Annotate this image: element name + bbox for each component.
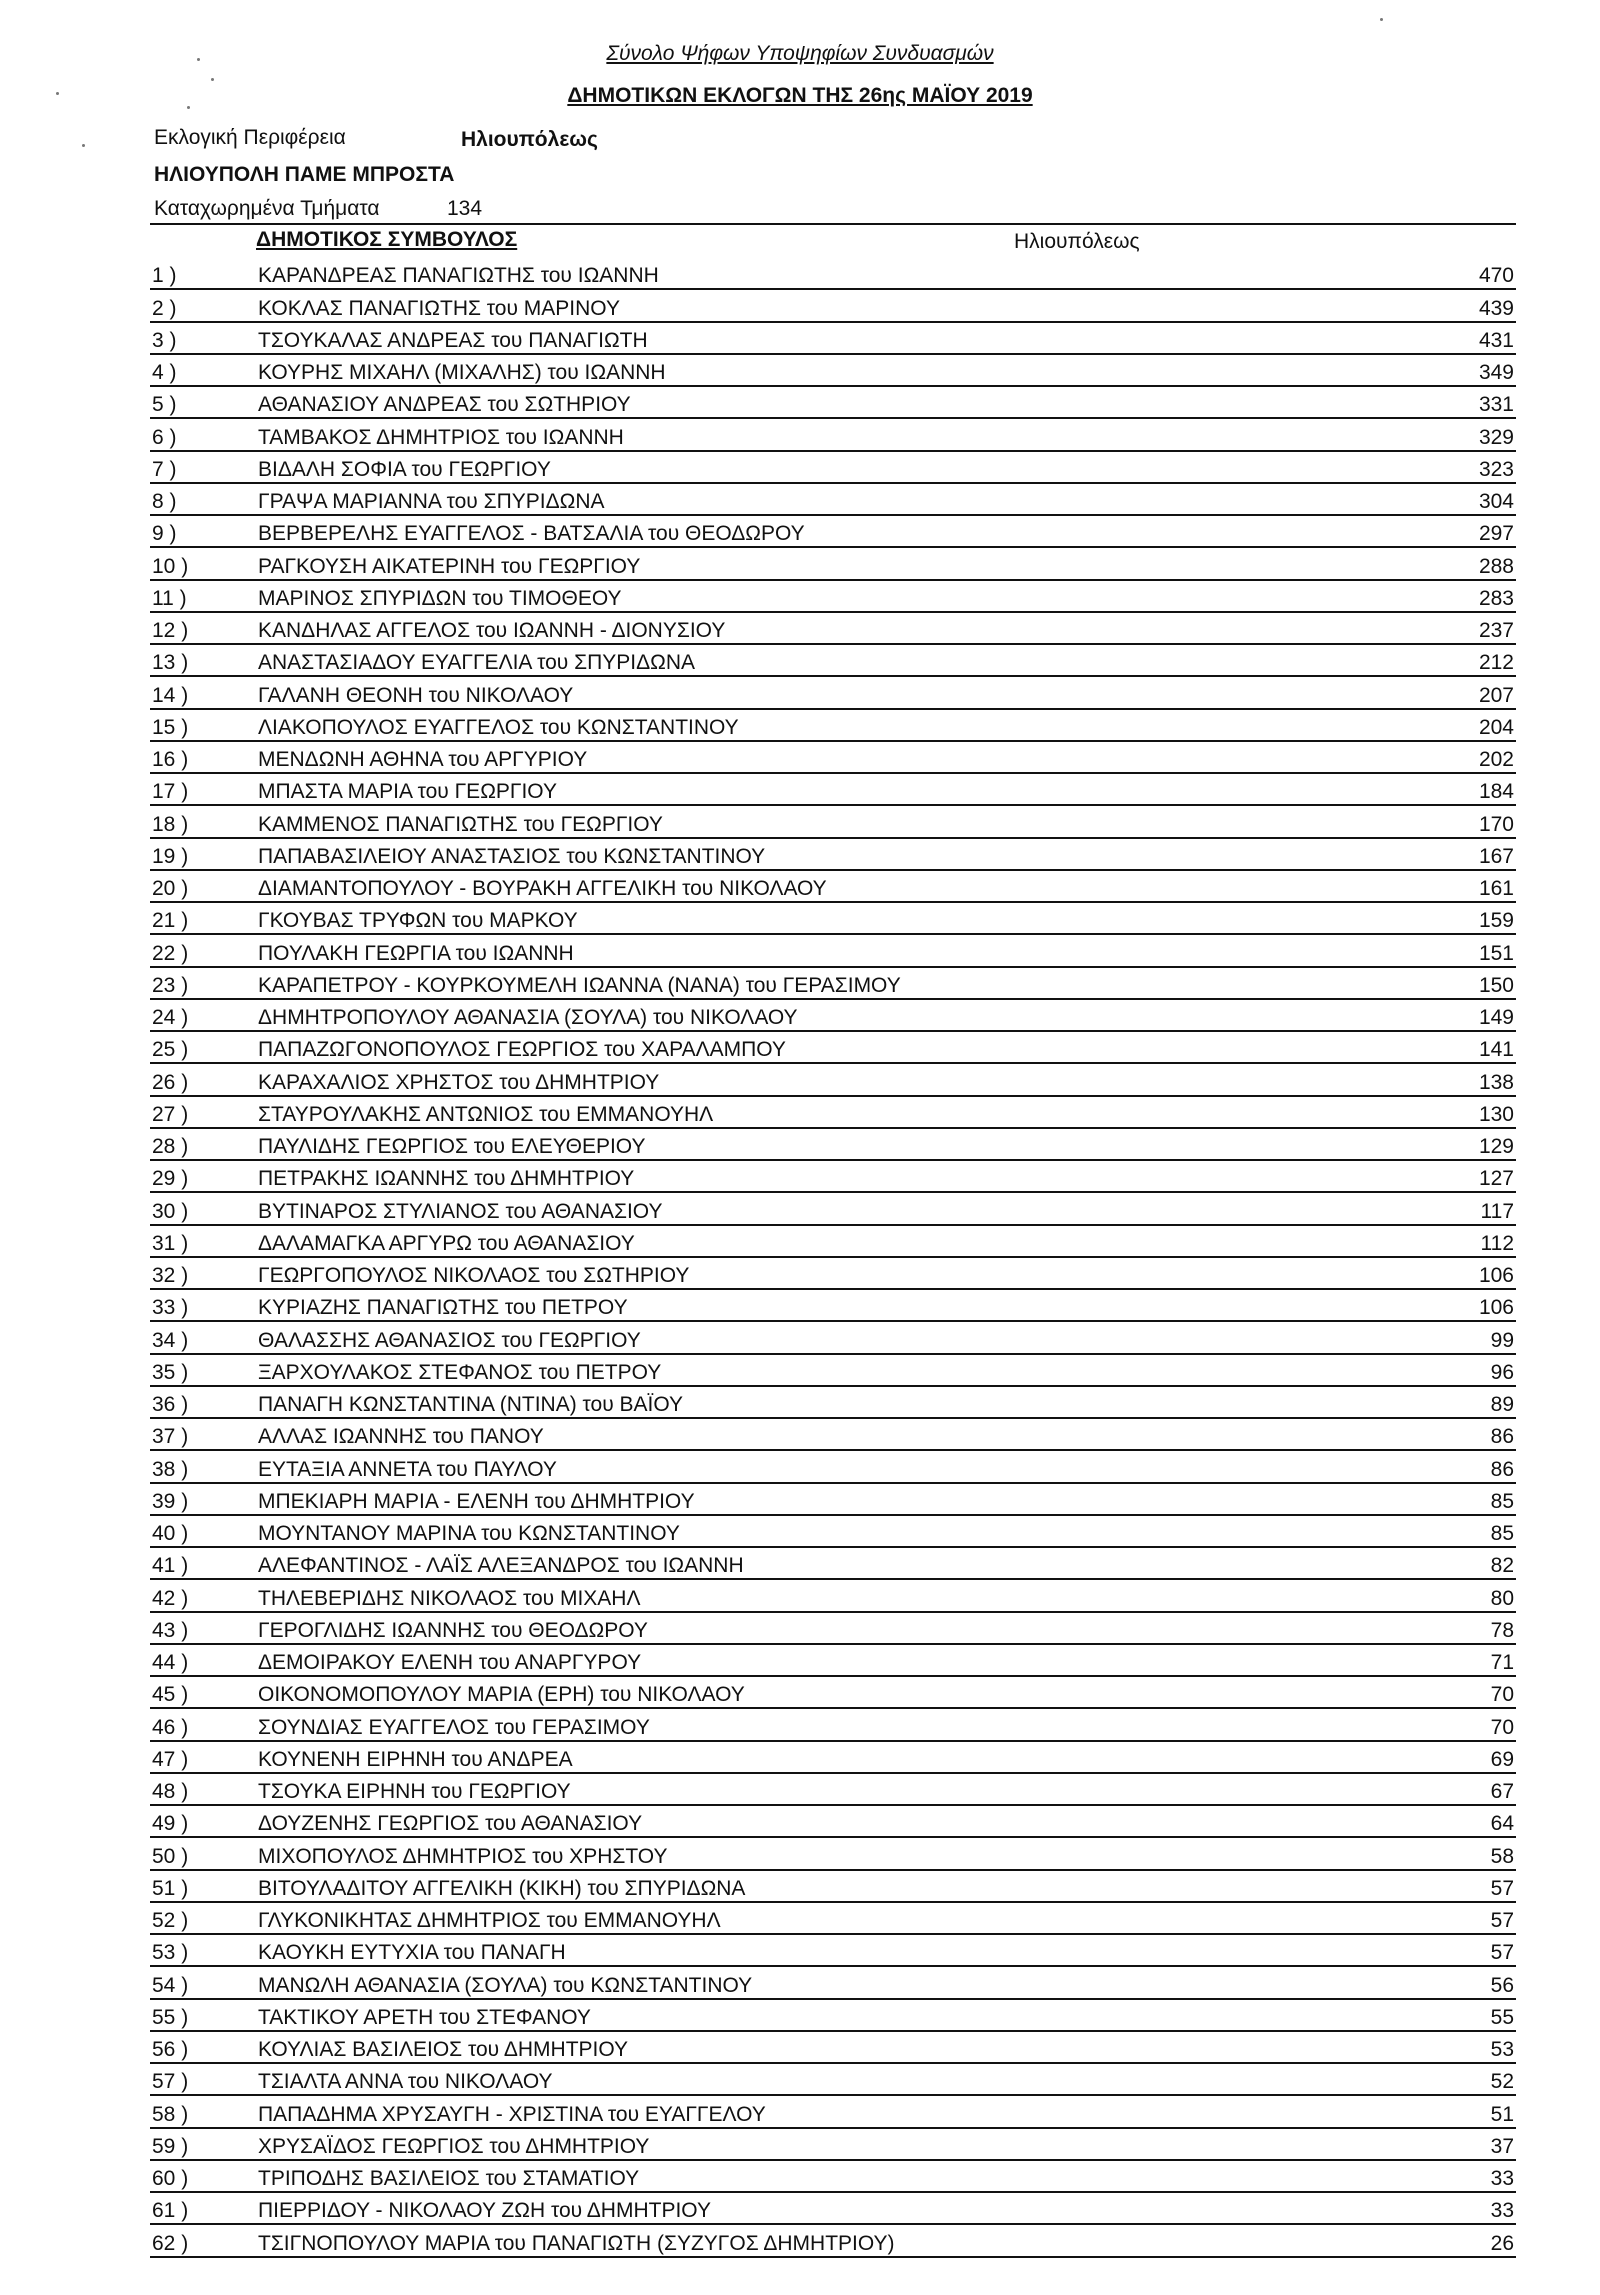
table-row [150, 387, 1516, 419]
vote-count: 439 [1478, 296, 1514, 320]
candidate-name: ΓΕΩΡΓΟΠΟΥΛΟΣ ΝΙΚΟΛΑΟΣ του ΣΩΤΗΡΙΟΥ [258, 1264, 690, 1287]
vote-count: 167 [1478, 844, 1514, 868]
region-label: Εκλογική Περιφέρεια [154, 126, 346, 149]
scan-speck [1380, 18, 1383, 21]
vote-count: 106 [1478, 1264, 1514, 1287]
table-row [150, 2000, 1516, 2032]
vote-count: 67 [1490, 1780, 1514, 1803]
candidate-name: ΓΑΛΑΝΗ ΘΕΟΝΗ του ΝΙΚΟΛΑΟΥ [258, 683, 574, 707]
candidate-name: ΒΕΡΒΕΡΕΛΗΣ ΕΥΑΓΓΕΛΟΣ - ΒΑΤΣΑΛΙΑ του ΘΕΟΔΩΡΟΥ [258, 522, 805, 546]
vote-count: 129 [1478, 1135, 1514, 1158]
row-number: 16 ) [152, 748, 189, 771]
candidate-name: ΔΕΜΟΙΡΑΚΟΥ ΕΛΕΝΗ του ΑΝΑΡΓΥΡΟΥ [258, 1651, 642, 1674]
vote-count: 33 [1490, 2199, 1514, 2223]
table-row [150, 1548, 1516, 1580]
column-header-area: Ηλιουπόλεως [1014, 230, 1140, 253]
row-number: 51 ) [152, 1876, 189, 1900]
table-row [150, 1871, 1516, 1903]
vote-count: 57 [1490, 1909, 1514, 1932]
table-row [150, 290, 1516, 322]
table-row [150, 774, 1516, 806]
vote-count: 212 [1478, 651, 1514, 675]
table-row [150, 871, 1516, 903]
table-row [150, 516, 1516, 548]
scan-speck [211, 78, 214, 81]
row-number: 28 ) [152, 1135, 189, 1158]
vote-count: 53 [1490, 2038, 1514, 2061]
results-table [150, 258, 1516, 2258]
row-number: 49 ) [152, 1812, 189, 1836]
table-row [150, 2161, 1516, 2193]
candidate-name: ΔΑΛΑΜΑΓΚΑ ΑΡΓΥΡΩ του ΑΘΑΝΑΣΙΟΥ [258, 1231, 635, 1255]
row-number: 27 ) [152, 1102, 189, 1126]
candidate-name: ΤΑΜΒΑΚΟΣ ΔΗΜΗΤΡΙΟΣ του ΙΩΑΝΝΗ [258, 425, 624, 449]
candidate-name: ΔΙΑΜΑΝΤΟΠΟΥΛΟΥ - ΒΟΥΡΑΚΗ ΑΓΓΕΛΙΚΗ του ΝΙΚΟΛΑΟΥ [258, 877, 827, 900]
row-number: 31 ) [152, 1231, 189, 1255]
candidate-name: ΤΣΙΑΛΤΑ ΑΝΝΑ του ΝΙΚΟΛΑΟΥ [258, 2070, 553, 2094]
table-row [150, 2225, 1516, 2257]
vote-count: 323 [1478, 457, 1514, 481]
row-number: 25 ) [152, 1038, 189, 1062]
candidate-name: ΚΑΟΥΚΗ ΕΥΤΥΧΙΑ του ΠΑΝΑΓΗ [258, 1941, 566, 1965]
row-number: 40 ) [152, 1522, 189, 1545]
vote-count: 96 [1490, 1360, 1514, 1384]
row-number: 61 ) [152, 2199, 189, 2223]
vote-count: 37 [1490, 2134, 1514, 2158]
table-row [150, 903, 1516, 935]
sections-value: 134 [447, 197, 483, 220]
vote-count: 99 [1490, 1328, 1514, 1352]
vote-count: 78 [1490, 1618, 1514, 1642]
row-number: 26 ) [152, 1070, 189, 1094]
candidate-name: ΒΙΤΟΥΛΑΔΙΤΟΥ ΑΓΓΕΛΙΚΗ (ΚΙΚΗ) του ΣΠΥΡΙΔΩΝΑ [258, 1876, 746, 1900]
candidate-name: ΠΑΥΛΙΔΗΣ ΓΕΩΡΓΙΟΣ του ΕΛΕΥΘΕΡΙΟΥ [258, 1135, 646, 1158]
row-number: 56 ) [152, 2038, 189, 2061]
row-number: 8 ) [152, 490, 177, 513]
vote-count: 138 [1478, 1070, 1514, 1094]
vote-count: 283 [1478, 586, 1514, 610]
candidate-name: ΓΕΡΟΓΛΙΔΗΣ ΙΩΑΝΝΗΣ του ΘΕΟΔΩΡΟΥ [258, 1618, 648, 1642]
row-number: 24 ) [152, 1006, 189, 1029]
table-row [150, 1387, 1516, 1419]
row-number: 14 ) [152, 683, 189, 707]
row-number: 36 ) [152, 1393, 189, 1416]
vote-count: 237 [1478, 619, 1514, 642]
row-number: 41 ) [152, 1554, 189, 1578]
row-number: 53 ) [152, 1941, 189, 1965]
vote-count: 431 [1478, 328, 1514, 352]
table-row [150, 1064, 1516, 1096]
table-row [150, 1258, 1516, 1290]
table-row [150, 2032, 1516, 2064]
row-number: 20 ) [152, 877, 189, 900]
vote-count: 130 [1478, 1102, 1514, 1126]
candidate-name: ΡΑΓΚΟΥΣΗ ΑΙΚΑΤΕΡΙΝΗ του ΓΕΩΡΓΙΟΥ [258, 554, 641, 578]
table-row [150, 355, 1516, 387]
vote-count: 80 [1490, 1586, 1514, 1610]
vote-count: 89 [1490, 1393, 1514, 1416]
table-row [150, 1226, 1516, 1258]
vote-count: 304 [1478, 490, 1514, 513]
row-number: 21 ) [152, 909, 189, 933]
candidate-name: ΜΑΡΙΝΟΣ ΣΠΥΡΙΔΩΝ του ΤΙΜΟΘΕΟΥ [258, 586, 622, 610]
candidate-name: ΜΠΕΚΙΑΡΗ ΜΑΡΙΑ - ΕΛΕΝΗ του ΔΗΜΗΤΡΙΟΥ [258, 1489, 695, 1513]
row-number: 15 ) [152, 715, 189, 739]
vote-count: 85 [1490, 1522, 1514, 1545]
row-number: 52 ) [152, 1909, 189, 1932]
table-row [150, 1806, 1516, 1838]
table-row [150, 1709, 1516, 1741]
candidate-name: ΠΑΠΑΔΗΜΑ ΧΡΥΣΑΥΓΗ - ΧΡΙΣΤΙΝΑ του ΕΥΑΓΓΕΛΟΥ [258, 2102, 766, 2126]
vote-count: 470 [1478, 264, 1514, 288]
vote-count: 106 [1478, 1296, 1514, 1320]
candidate-name: ΒΥΤΙΝΑΡΟΣ ΣΤΥΛΙΑΝΟΣ του ΑΘΑΝΑΣΙΟΥ [258, 1199, 663, 1223]
table-row [150, 2193, 1516, 2225]
table-row [150, 1322, 1516, 1354]
table-row [150, 1613, 1516, 1645]
candidate-name: ΤΣΟΥΚΑΛΑΣ ΑΝΔΡΕΑΣ του ΠΑΝΑΓΙΩΤΗ [258, 328, 648, 352]
candidate-name: ΜΑΝΩΛΗ ΑΘΑΝΑΣΙΑ (ΣΟΥΛΑ) του ΚΩΝΣΤΑΝΤΙΝΟΥ [258, 1973, 753, 1997]
document-subtitle: ΔΗΜΟΤΙΚΩΝ ΕΚΛΟΓΩΝ ΤΗΣ 26ης ΜΑΪΟΥ 2019 [567, 84, 1033, 107]
candidate-name: ΚΑΜΜΕΝΟΣ ΠΑΝΑΓΙΩΤΗΣ του ΓΕΩΡΓΙΟΥ [258, 812, 663, 836]
candidate-name: ΠΟΥΛΑΚΗ ΓΕΩΡΓΙΑ του ΙΩΑΝΝΗ [258, 941, 574, 965]
candidate-name: ΚΟΚΛΑΣ ΠΑΝΑΓΙΩΤΗΣ του ΜΑΡΙΝΟΥ [258, 296, 620, 320]
vote-count: 204 [1478, 715, 1514, 739]
row-number: 1 ) [152, 264, 177, 288]
table-row [150, 839, 1516, 871]
row-number: 30 ) [152, 1199, 189, 1223]
row-number: 11 ) [152, 586, 187, 610]
row-number: 2 ) [152, 296, 177, 320]
table-row [150, 1290, 1516, 1322]
table-row [150, 710, 1516, 742]
row-number: 17 ) [152, 780, 189, 804]
vote-count: 56 [1490, 1973, 1514, 1997]
vote-count: 70 [1490, 1715, 1514, 1739]
table-row [150, 1161, 1516, 1193]
vote-count: 329 [1478, 425, 1514, 449]
table-row [150, 806, 1516, 838]
row-number: 62 ) [152, 2231, 189, 2255]
row-number: 44 ) [152, 1651, 189, 1674]
vote-count: 26 [1490, 2231, 1514, 2255]
candidate-name: ΚΟΥΝΕΝΗ ΕΙΡΗΝΗ του ΑΝΔΡΕΑ [258, 1747, 573, 1771]
table-row [150, 1935, 1516, 1967]
document-title: Σύνολο Ψήφων Υποψηφίων Συνδυασμών [606, 42, 994, 65]
party-name: ΗΛΙΟΥΠΟΛΗ ΠΑΜΕ ΜΠΡΟΣΤΑ [154, 163, 455, 186]
candidate-name: ΠΑΝΑΓΗ ΚΩΝΣΤΑΝΤΙΝΑ (ΝΤΙΝΑ) του ΒΑΪΟΥ [258, 1393, 684, 1416]
vote-count: 349 [1478, 361, 1514, 384]
scan-speck [82, 144, 85, 147]
table-row [150, 452, 1516, 484]
candidate-name: ΤΑΚΤΙΚΟΥ ΑΡΕΤΗ του ΣΤΕΦΑΝΟΥ [258, 2005, 591, 2029]
row-number: 46 ) [152, 1715, 189, 1739]
candidate-name: ΜΠΑΣΤΑ ΜΑΡΙΑ του ΓΕΩΡΓΙΟΥ [258, 780, 557, 804]
table-row [150, 1000, 1516, 1032]
row-number: 10 ) [152, 554, 189, 578]
table-row [150, 935, 1516, 967]
vote-count: 57 [1490, 1941, 1514, 1965]
vote-count: 117 [1480, 1199, 1514, 1223]
table-row [150, 742, 1516, 774]
vote-count: 55 [1490, 2005, 1514, 2029]
row-number: 12 ) [152, 619, 189, 642]
row-number: 45 ) [152, 1683, 189, 1707]
table-row [150, 1355, 1516, 1387]
row-number: 38 ) [152, 1457, 189, 1481]
table-row [150, 1580, 1516, 1612]
vote-count: 297 [1478, 522, 1514, 546]
candidate-name: ΛΙΑΚΟΠΟΥΛΟΣ ΕΥΑΓΓΕΛΟΣ του ΚΩΝΣΤΑΝΤΙΝΟΥ [258, 715, 739, 739]
vote-count: 82 [1490, 1554, 1514, 1578]
candidate-name: ΜΙΧΟΠΟΥΛΟΣ ΔΗΜΗΤΡΙΟΣ του ΧΡΗΣΤΟΥ [258, 1844, 668, 1868]
vote-count: 71 [1490, 1651, 1514, 1674]
table-row [150, 645, 1516, 677]
candidate-name: ΠΙΕΡΡΙΔΟΥ - ΝΙΚΟΛΑΟΥ ΖΩΗ του ΔΗΜΗΤΡΙΟΥ [258, 2199, 711, 2223]
candidate-name: ΒΙΔΑΛΗ ΣΟΦΙΑ του ΓΕΩΡΓΙΟΥ [258, 457, 551, 481]
table-row [150, 258, 1516, 290]
vote-count: 86 [1490, 1457, 1514, 1481]
table-row [150, 1774, 1516, 1806]
candidate-name: ΑΝΑΣΤΑΣΙΑΔΟΥ ΕΥΑΓΓΕΛΙΑ του ΣΠΥΡΙΔΩΝΑ [258, 651, 696, 675]
table-row [150, 1645, 1516, 1677]
row-number: 13 ) [152, 651, 189, 675]
vote-count: 207 [1478, 683, 1514, 707]
vote-count: 85 [1490, 1489, 1514, 1513]
candidate-name: ΚΑΡΑΧΑΛΙΟΣ ΧΡΗΣΤΟΣ του ΔΗΜΗΤΡΙΟΥ [258, 1070, 660, 1094]
row-number: 59 ) [152, 2134, 189, 2158]
vote-count: 151 [1478, 941, 1514, 965]
vote-count: 57 [1490, 1876, 1514, 1900]
vote-count: 64 [1490, 1812, 1514, 1836]
region-value: Ηλιουπόλεως [461, 128, 598, 151]
row-number: 37 ) [152, 1425, 189, 1449]
table-row [150, 1193, 1516, 1225]
table-row [150, 419, 1516, 451]
candidate-name: ΑΘΑΝΑΣΙΟΥ ΑΝΔΡΕΑΣ του ΣΩΤΗΡΙΟΥ [258, 393, 631, 417]
candidate-name: ΠΕΤΡΑΚΗΣ ΙΩΑΝΝΗΣ του ΔΗΜΗΤΡΙΟΥ [258, 1167, 635, 1191]
row-number: 48 ) [152, 1780, 189, 1803]
candidate-name: ΑΛΛΑΣ ΙΩΑΝΝΗΣ του ΠΑΝΟΥ [258, 1425, 544, 1449]
candidate-name: ΚΟΥΛΙΑΣ ΒΑΣΙΛΕΙΟΣ του ΔΗΜΗΤΡΙΟΥ [258, 2038, 629, 2061]
header-divider [150, 223, 1516, 225]
table-row [150, 323, 1516, 355]
table-row [150, 677, 1516, 709]
candidate-name: ΠΑΠΑΒΑΣΙΛΕΙΟΥ ΑΝΑΣΤΑΣΙΟΣ του ΚΩΝΣΤΑΝΤΙΝΟΥ [258, 844, 766, 868]
candidate-name: ΕΥΤΑΞΙΑ ΑΝΝΕΤΑ του ΠΑΥΛΟΥ [258, 1457, 557, 1481]
table-row [150, 484, 1516, 516]
candidate-name: ΓΡΑΨΑ ΜΑΡΙΑΝΝΑ του ΣΠΥΡΙΔΩΝΑ [258, 490, 605, 513]
table-row [150, 1032, 1516, 1064]
table-row [150, 2129, 1516, 2161]
vote-count: 52 [1490, 2070, 1514, 2094]
candidate-name: ΤΣΙΓΝΟΠΟΥΛΟΥ ΜΑΡΙΑ του ΠΑΝΑΓΙΩΤΗ (ΣΥΖΥΓΟΣ ΔΗΜΗΤΡΙΟΥ) [258, 2231, 895, 2255]
candidate-name: ΘΑΛΑΣΣΗΣ ΑΘΑΝΑΣΙΟΣ του ΓΕΩΡΓΙΟΥ [258, 1328, 641, 1352]
table-row [150, 1903, 1516, 1935]
row-number: 55 ) [152, 2005, 189, 2029]
table-row [150, 548, 1516, 580]
row-number: 35 ) [152, 1360, 189, 1384]
row-number: 50 ) [152, 1844, 189, 1868]
vote-count: 159 [1478, 909, 1514, 933]
table-row [150, 1097, 1516, 1129]
row-number: 7 ) [152, 457, 177, 481]
table-row [150, 1451, 1516, 1483]
column-header-candidate: ΔΗΜΟΤΙΚΟΣ ΣΥΜΒΟΥΛΟΣ [256, 228, 518, 251]
row-number: 58 ) [152, 2102, 189, 2126]
vote-count: 141 [1478, 1038, 1514, 1062]
vote-count: 70 [1490, 1683, 1514, 1707]
candidate-name: ΟΙΚΟΝΟΜΟΠΟΥΛΟΥ ΜΑΡΙΑ (ΕΡΗ) του ΝΙΚΟΛΑΟΥ [258, 1683, 745, 1707]
table-row [150, 1516, 1516, 1548]
row-number: 54 ) [152, 1973, 189, 1997]
candidate-name: ΧΡΥΣΑΪΔΟΣ ΓΕΩΡΓΙΟΣ του ΔΗΜΗΤΡΙΟΥ [258, 2134, 650, 2158]
table-row [150, 1838, 1516, 1870]
candidate-name: ΣΤΑΥΡΟΥΛΑΚΗΣ ΑΝΤΩΝΙΟΣ του ΕΜΜΑΝΟΥΗΛ [258, 1102, 714, 1126]
candidate-name: ΔΟΥΖΕΝΗΣ ΓΕΩΡΓΙΟΣ του ΑΘΑΝΑΣΙΟΥ [258, 1812, 643, 1836]
row-number: 5 ) [152, 393, 177, 417]
row-number: 57 ) [152, 2070, 189, 2094]
row-number: 3 ) [152, 328, 177, 352]
candidate-name: ΠΑΠΑΖΩΓΟΝΟΠΟΥΛΟΣ ΓΕΩΡΓΙΟΣ του ΧΑΡΑΛΑΜΠΟΥ [258, 1038, 786, 1062]
vote-count: 149 [1478, 1006, 1514, 1029]
row-number: 22 ) [152, 941, 189, 965]
candidate-name: ΜΕΝΔΩΝΗ ΑΘΗΝΑ του ΑΡΓΥΡΙΟΥ [258, 748, 588, 771]
row-number: 32 ) [152, 1264, 189, 1287]
candidate-name: ΓΚΟΥΒΑΣ ΤΡΥΦΩΝ του ΜΑΡΚΟΥ [258, 909, 578, 933]
candidate-name: ΤΡΙΠΟΔΗΣ ΒΑΣΙΛΕΙΟΣ του ΣΤΑΜΑΤΙΟΥ [258, 2167, 640, 2190]
table-row [150, 1677, 1516, 1709]
row-number: 19 ) [152, 844, 189, 868]
candidate-name: ΤΗΛΕΒΕΡΙΔΗΣ ΝΙΚΟΛΑΟΣ του ΜΙΧΑΗΛ [258, 1586, 641, 1610]
candidate-name: ΓΛΥΚΟΝΙΚΗΤΑΣ ΔΗΜΗΤΡΙΟΣ του ΕΜΜΑΝΟΥΗΛ [258, 1909, 721, 1932]
row-number: 60 ) [152, 2167, 189, 2190]
candidate-name: ΚΑΡΑΠΕΤΡΟΥ - ΚΟΥΡΚΟΥΜΕΛΗ ΙΩΑΝΝΑ (ΝΑΝΑ) του ΓΕΡΑΣΙΜΟΥ [258, 973, 901, 997]
vote-count: 150 [1478, 973, 1514, 997]
vote-count: 69 [1490, 1747, 1514, 1771]
table-row [150, 1484, 1516, 1516]
row-number: 33 ) [152, 1296, 189, 1320]
table-row [150, 613, 1516, 645]
candidate-name: ΞΑΡΧΟΥΛΑΚΟΣ ΣΤΕΦΑΝΟΣ του ΠΕΤΡΟΥ [258, 1360, 662, 1384]
row-number: 18 ) [152, 812, 189, 836]
table-row [150, 2096, 1516, 2128]
table-row [150, 1129, 1516, 1161]
candidate-name: ΚΑΡΑΝΔΡΕΑΣ ΠΑΝΑΓΙΩΤΗΣ του ΙΩΑΝΝΗ [258, 264, 659, 288]
candidate-name: ΜΟΥΝΤΑΝΟΥ ΜΑΡΙΝΑ του ΚΩΝΣΤΑΝΤΙΝΟΥ [258, 1522, 680, 1545]
candidate-name: ΣΟΥΝΔΙΑΣ ΕΥΑΓΓΕΛΟΣ του ΓΕΡΑΣΙΜΟΥ [258, 1715, 650, 1739]
table-row [150, 1419, 1516, 1451]
vote-count: 127 [1478, 1167, 1514, 1191]
vote-count: 51 [1490, 2102, 1514, 2126]
candidate-name: ΚΟΥΡΗΣ ΜΙΧΑΗΛ (ΜΙΧΑΛΗΣ) του ΙΩΑΝΝΗ [258, 361, 666, 384]
vote-count: 202 [1478, 748, 1514, 771]
row-number: 29 ) [152, 1167, 189, 1191]
row-number: 6 ) [152, 425, 177, 449]
table-row [150, 968, 1516, 1000]
table-row [150, 1967, 1516, 1999]
vote-count: 58 [1490, 1844, 1514, 1868]
vote-count: 331 [1478, 393, 1514, 417]
row-number: 23 ) [152, 973, 189, 997]
vote-count: 184 [1478, 780, 1514, 804]
vote-count: 112 [1480, 1231, 1514, 1255]
row-number: 34 ) [152, 1328, 189, 1352]
row-number: 42 ) [152, 1586, 189, 1610]
row-number: 47 ) [152, 1747, 189, 1771]
row-number: 39 ) [152, 1489, 189, 1513]
row-number: 9 ) [152, 522, 177, 546]
candidate-name: ΑΛΕΦΑΝΤΙΝΟΣ - ΛΑΪΣ ΑΛΕΞΑΝΔΡΟΣ του ΙΩΑΝΝΗ [258, 1554, 744, 1578]
candidate-name: ΚΑΝΔΗΛΑΣ ΑΓΓΕΛΟΣ του ΙΩΑΝΝΗ - ΔΙΟΝΥΣΙΟΥ [258, 619, 726, 642]
row-number: 43 ) [152, 1618, 189, 1642]
candidate-name: ΚΥΡΙΑΖΗΣ ΠΑΝΑΓΙΩΤΗΣ του ΠΕΤΡΟΥ [258, 1296, 628, 1320]
table-row [150, 1742, 1516, 1774]
candidate-name: ΤΣΟΥΚΑ ΕΙΡΗΝΗ του ΓΕΩΡΓΙΟΥ [258, 1780, 571, 1803]
table-row [150, 581, 1516, 613]
vote-count: 288 [1478, 554, 1514, 578]
vote-count: 86 [1490, 1425, 1514, 1449]
candidate-name: ΔΗΜΗΤΡΟΠΟΥΛΟΥ ΑΘΑΝΑΣΙΑ (ΣΟΥΛΑ) του ΝΙΚΟΛΑΟΥ [258, 1006, 798, 1029]
vote-count: 33 [1490, 2167, 1514, 2190]
table-row [150, 2064, 1516, 2096]
sections-label: Καταχωρημένα Τμήματα [154, 197, 380, 220]
vote-count: 161 [1478, 877, 1514, 900]
vote-count: 170 [1478, 812, 1514, 836]
row-number: 4 ) [152, 361, 177, 384]
